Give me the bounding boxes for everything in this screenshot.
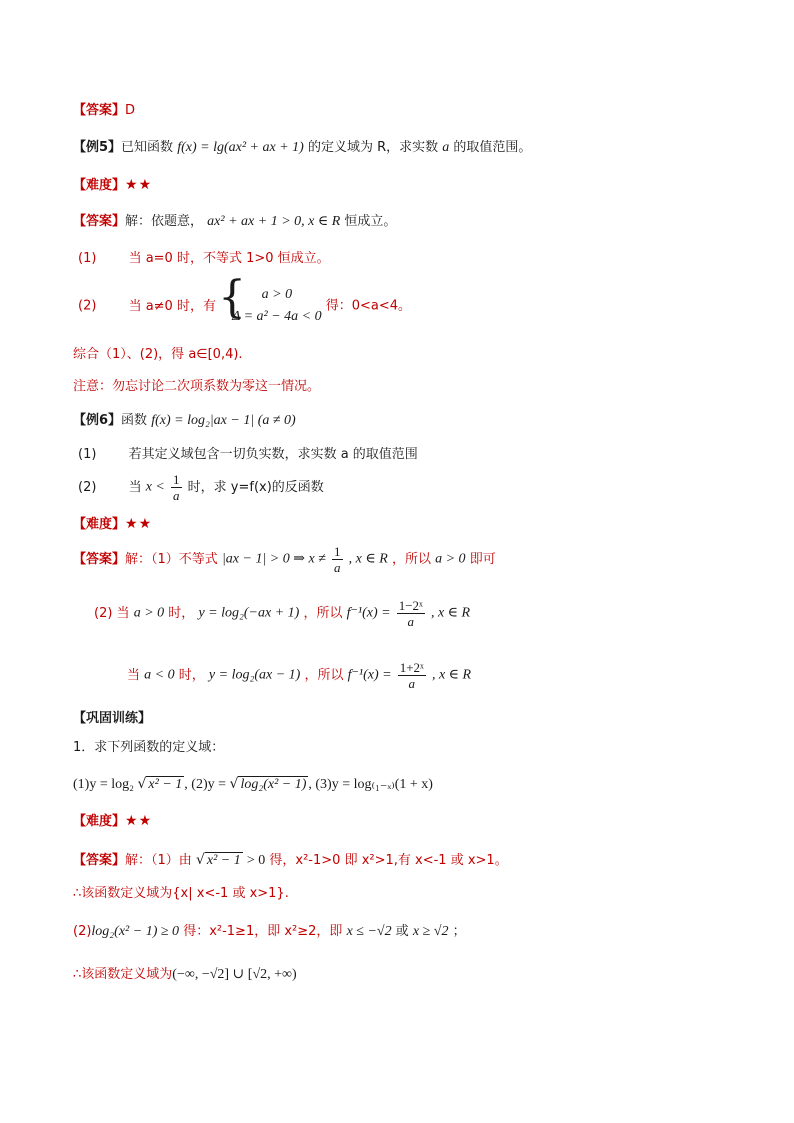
practice-domain-1: [73, 887, 289, 900]
condition-formula: ax² + ax + 1 > 0, x ∈ R: [207, 214, 341, 229]
difficulty-stars: ★★: [125, 813, 153, 829]
math-expression: y = log₂(−ax + 1): [198, 605, 300, 621]
answer-value: D: [125, 103, 136, 118]
math-expression: |ax − 1| > 0 ⇒ x ≠: [221, 551, 326, 567]
fraction-denominator: a: [408, 676, 416, 691]
difficulty-line: [73, 178, 152, 192]
fraction-numerator: 1−2ˣ: [398, 598, 423, 613]
fraction: [332, 544, 343, 575]
math-expression: > 0: [246, 853, 266, 868]
math-expression: log₂(x² − 1) ≥ 0: [91, 924, 180, 939]
question-text: 函数: [121, 413, 148, 428]
answer-text: 当: [127, 668, 141, 683]
math-expression: x ≤ −√2: [346, 924, 392, 939]
case-result: 得：0<a<4。: [325, 298, 412, 314]
answer-label: 【答案】: [73, 214, 126, 229]
sqrt-sign-icon: √: [137, 776, 147, 792]
sqrt-content: x² − 1: [148, 777, 183, 792]
example-label: 【例5】: [73, 140, 122, 155]
question-text: 已知函数: [121, 140, 174, 155]
case-text: 当 a=0 时，不等式 1>0 恒成立。: [128, 251, 330, 266]
answer-text: 即可: [469, 552, 496, 567]
difficulty-label: 【难度】: [73, 178, 126, 193]
answer-text: 时，: [168, 606, 195, 621]
practice-answer-1: [73, 852, 508, 868]
answer-text: 解：依题意，: [125, 214, 204, 229]
system-row: a > 0: [261, 287, 293, 302]
difficulty-label: 【难度】: [73, 517, 126, 532]
practice-functions: [73, 776, 433, 792]
domain-set: {x| x<-1 或 x>1}.: [172, 886, 289, 901]
sqrt-content: x² − 1: [206, 853, 241, 868]
fraction: [171, 472, 182, 503]
difficulty-line: [73, 517, 152, 531]
question-2: [78, 472, 324, 503]
answer-text: ，所以: [304, 668, 344, 683]
answer-line-3: [127, 660, 471, 691]
case-text: 当 a≠0 时，有: [128, 298, 216, 314]
case-1: [78, 252, 330, 265]
math-expression: (1)y = log₂: [73, 777, 134, 792]
answer-line: [73, 215, 396, 229]
practice-domain-2: [73, 968, 297, 982]
math-expression: , x ∈ R: [430, 605, 471, 621]
difficulty-stars: ★★: [125, 177, 153, 193]
fraction-numerator: 1: [173, 472, 180, 487]
answer-text: (2) 当: [94, 606, 130, 621]
answer-text: 得，x²-1>0 即 x²>1,有 x<-1 或 x>1。: [269, 853, 508, 868]
case-number: (2): [78, 298, 97, 314]
brace-icon: {: [218, 272, 247, 323]
answer-text: ，所以: [391, 552, 431, 567]
math-expression: , x ∈ R: [431, 667, 472, 683]
fraction-denominator: a: [407, 614, 415, 629]
answer-text: 解：（1）由: [125, 853, 192, 868]
system-row: Δ = a² − 4a < 0: [232, 309, 322, 324]
question-text: 时，求 y=f(x)的反函数: [187, 480, 324, 495]
question-text: 的取值范围。: [453, 140, 532, 155]
practice-heading: 【巩固训练】: [73, 711, 152, 726]
answer-text: 得：x²-1≥1，即 x²≥2，即: [183, 924, 343, 939]
sqrt-content: log₂(x² − 1): [240, 777, 307, 792]
math-expression: f⁻¹(x) =: [346, 605, 391, 621]
question-1: [78, 448, 418, 461]
difficulty-stars: ★★: [125, 516, 153, 532]
answer-line-1: [73, 544, 496, 575]
math-expression: y = log₂(ax − 1): [208, 667, 301, 683]
answer-text: 恒成立。: [344, 214, 397, 229]
answer-text: 解：（1）不等式: [125, 552, 218, 567]
math-expression: , (3)y = log₍₁₋ₓ₎(1 + x): [308, 777, 433, 792]
answer-line: [73, 104, 135, 117]
math-expression: a < 0: [144, 667, 175, 683]
math-expression: , (2)y =: [184, 777, 227, 792]
question-number: (1): [78, 447, 97, 462]
example-label: 【例6】: [73, 413, 122, 428]
inequality: x <: [145, 479, 165, 495]
answer-text: 或: [395, 924, 409, 939]
question-text: 当: [128, 480, 142, 495]
case-number: (1): [78, 251, 97, 266]
fraction: [397, 598, 425, 629]
difficulty-label: 【难度】: [73, 814, 126, 829]
summary: 综合（1）、(2)，得 a∈[0,4).: [73, 347, 243, 362]
question-text: 的定义域为 R，求实数: [307, 140, 439, 155]
math-expression: , x ∈ R: [348, 551, 388, 567]
example-6-question: [73, 414, 296, 428]
answer-text: 时，: [178, 668, 205, 683]
function-formula: f(x) = lg(ax² + ax + 1): [177, 140, 304, 155]
difficulty-line: [73, 814, 152, 828]
note: 注意：勿忘讨论二次项系数为零这一情况。: [73, 379, 321, 394]
answer-text: ，所以: [303, 606, 343, 621]
math-expression: x ≥ √2: [412, 924, 449, 939]
sqrt-sign-icon: √: [229, 776, 239, 792]
question-text: 若其定义域包含一切负实数，求实数 a 的取值范围: [128, 447, 418, 462]
answer-label: 【答案】: [73, 853, 126, 868]
fraction-numerator: 1+2ˣ: [399, 660, 424, 675]
fraction: [398, 660, 426, 691]
practice-question-1: 1．求下列函数的定义域：: [73, 740, 225, 755]
inequality-system: [218, 272, 322, 328]
answer-text: ；: [452, 924, 466, 939]
variable: a: [442, 140, 450, 155]
sqrt-sign-icon: √: [195, 852, 205, 868]
fraction-denominator: a: [334, 560, 341, 575]
function-formula: f(x) = log₂|ax − 1| (a ≠ 0): [151, 413, 296, 428]
math-expression: f⁻¹(x) =: [347, 667, 392, 683]
math-expression: a > 0: [435, 551, 466, 567]
domain-set: (−∞, −√2] ∪ [√2, +∞): [172, 967, 297, 982]
answer-text: (2): [73, 924, 92, 939]
answer-text: ∴该函数定义域为: [73, 967, 173, 982]
math-expression: a > 0: [133, 605, 165, 621]
example-5-question: [73, 141, 531, 155]
fraction-denominator: a: [173, 488, 180, 503]
answer-line-2: [94, 598, 470, 629]
question-number: (2): [78, 480, 97, 495]
fraction-numerator: 1: [334, 544, 341, 559]
answer-label: 【答案】: [73, 103, 126, 118]
answer-text: ∴该函数定义域为: [73, 886, 173, 901]
case-2: [78, 272, 412, 328]
practice-answer-2: [73, 925, 466, 939]
answer-label: 【答案】: [73, 552, 126, 567]
